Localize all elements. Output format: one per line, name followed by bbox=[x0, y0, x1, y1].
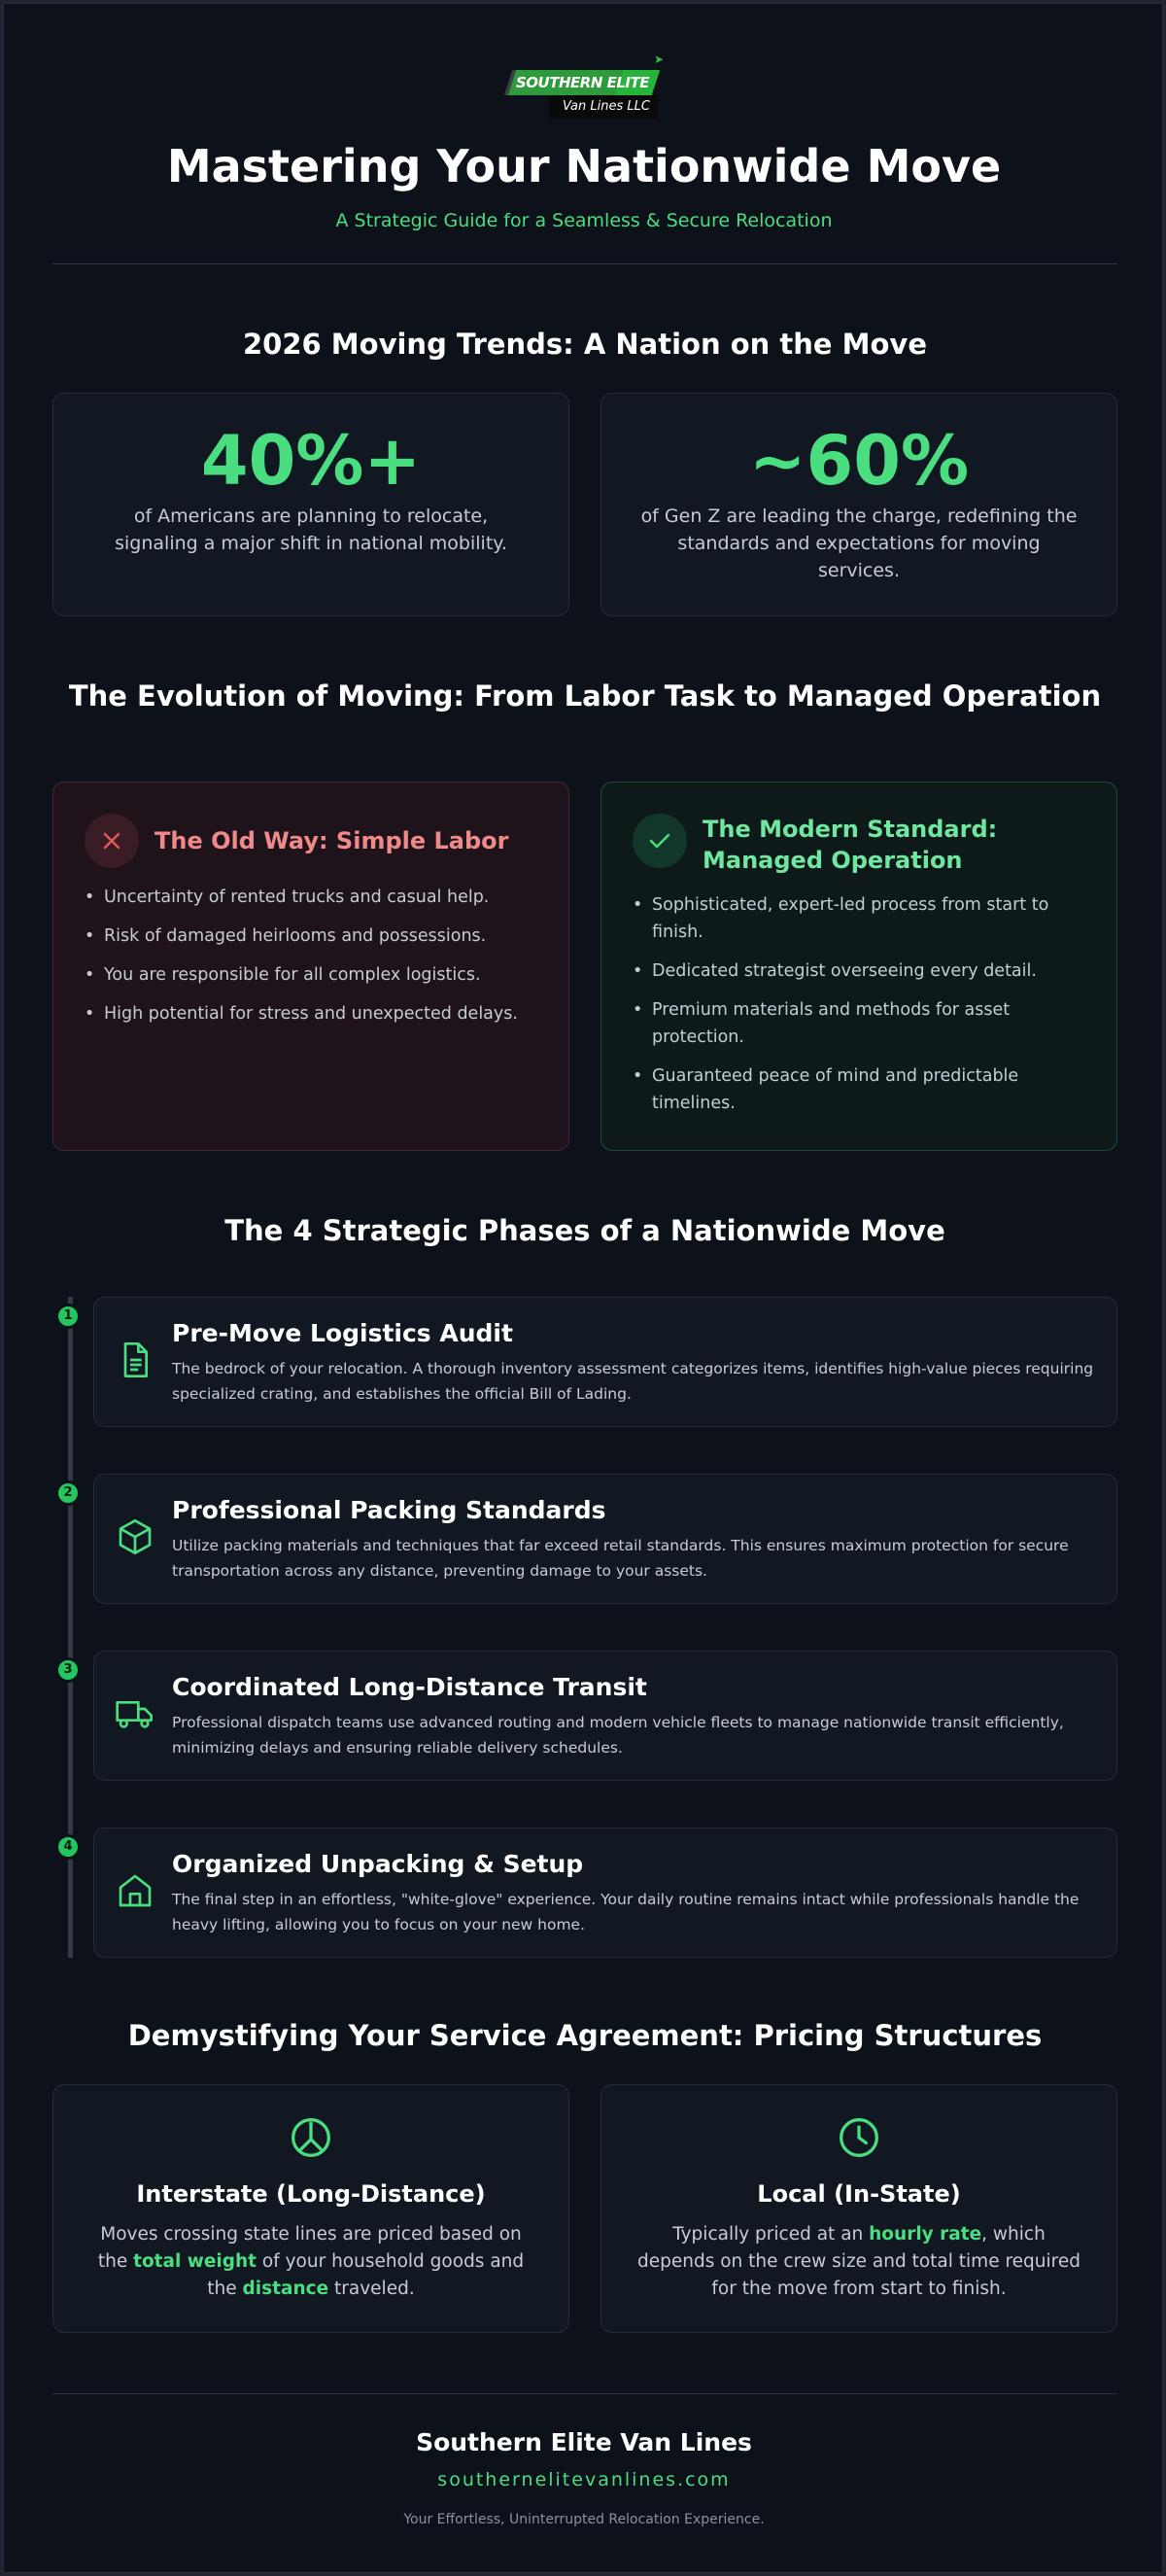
list-item: • Sophisticated, expert-led process from start to finish. bbox=[633, 891, 1089, 946]
phase-number: 3 bbox=[55, 1657, 81, 1683]
phase-title: Pre-Move Logistics Audit bbox=[172, 1319, 513, 1347]
footer-website-link[interactable]: southernelitevanlines.com bbox=[437, 2469, 731, 2490]
phase-number: 2 bbox=[55, 1480, 81, 1506]
phase-title: Professional Packing Standards bbox=[172, 1496, 606, 1524]
stat-value: ~60% bbox=[748, 421, 970, 501]
divider bbox=[52, 263, 1117, 264]
phase-card-packing bbox=[93, 1474, 1117, 1604]
list-item: • You are responsible for all complex logistics. bbox=[85, 961, 541, 989]
list-item: • High potential for stress and unexpected delays. bbox=[85, 1000, 541, 1027]
arrow-icon: ➤ bbox=[654, 52, 665, 66]
phase-card-unpacking bbox=[93, 1828, 1117, 1958]
highlight-weight: total weight bbox=[133, 2251, 257, 2272]
phase-number: 1 bbox=[55, 1304, 81, 1329]
highlight-hourly-rate: hourly rate bbox=[869, 2224, 982, 2245]
list-item: • Risk of damaged heirlooms and possessions. bbox=[85, 922, 541, 950]
footer-tagline: Your Effortless, Uninterrupted Relocation Experience. bbox=[403, 2512, 765, 2527]
local-title: Local (In-State) bbox=[757, 2180, 961, 2208]
document-icon bbox=[116, 1340, 154, 1379]
modern-standard-list bbox=[633, 891, 1089, 1129]
interstate-title: Interstate (Long-Distance) bbox=[136, 2180, 486, 2208]
local-text: Typically priced at an hourly rate, which depends on the crew size and total time required for the move from start to finish. bbox=[637, 2224, 1080, 2299]
phase-number: 4 bbox=[55, 1834, 81, 1860]
phase-desc: The bedrock of your relocation. A thorough inventory assessment categorizes items, identifies high-value pieces requiring specialized crating, and establishes the official Bill of Lading. bbox=[172, 1360, 1094, 1403]
scale-icon bbox=[290, 2116, 332, 2159]
stat-text: of Gen Z are leading the charge, redefining the standards and expectations for moving services. bbox=[640, 505, 1078, 581]
modern-standard-title: The Modern Standard: Managed Operation bbox=[703, 816, 998, 874]
local-card bbox=[600, 2084, 1117, 2333]
x-icon bbox=[85, 814, 139, 868]
footer-divider bbox=[52, 2393, 1117, 2394]
stat-text: of Americans are planning to relocate, signaling a major shift in national mobility. bbox=[115, 505, 507, 554]
list-item: • Guaranteed peace of mind and predictable timelines. bbox=[633, 1062, 1089, 1117]
old-way-card bbox=[52, 782, 569, 1151]
stat-card-genz bbox=[600, 393, 1117, 616]
interstate-card bbox=[52, 2084, 569, 2333]
logo-top-text: SOUTHERN ELITE bbox=[516, 74, 649, 91]
list-item: • Premium materials and methods for asset protection. bbox=[633, 996, 1089, 1051]
old-way-list bbox=[85, 884, 541, 1039]
interstate-text: Moves crossing state lines are priced based on the total weight of your household goods and the distance traveled. bbox=[97, 2224, 525, 2299]
footer-company-name: Southern Elite Van Lines bbox=[416, 2428, 752, 2456]
phases-title: The 4 Strategic Phases of a Nationwide Move bbox=[224, 1214, 945, 1247]
stat-card-americans bbox=[52, 393, 569, 616]
phase-card-audit bbox=[93, 1297, 1117, 1427]
page-subtitle: A Strategic Guide for a Seamless & Secure Relocation bbox=[335, 210, 833, 231]
phase-title: Coordinated Long-Distance Transit bbox=[172, 1673, 647, 1701]
pricing-title: Demystifying Your Service Agreement: Pricing Structures bbox=[127, 2019, 1043, 2052]
clock-icon bbox=[838, 2116, 880, 2159]
page bbox=[3, 3, 1163, 2573]
list-item: • Uncertainty of rented trucks and casual help. bbox=[85, 884, 541, 911]
phase-card-transit bbox=[93, 1651, 1117, 1781]
phase-desc: Utilize packing materials and techniques that far exceed retail standards. This ensures maximum protection for secure transportation across any distance, preventing damage to your assets. bbox=[172, 1537, 1069, 1580]
home-icon bbox=[116, 1871, 154, 1910]
evolution-title: The Evolution of Moving: From Labor Task to Managed Operation bbox=[68, 679, 1102, 713]
box-icon bbox=[116, 1517, 154, 1556]
truck-icon bbox=[116, 1694, 154, 1733]
company-logo bbox=[504, 51, 669, 124]
list-item: • Dedicated strategist overseeing every detail. bbox=[633, 957, 1089, 985]
phase-title: Organized Unpacking & Setup bbox=[172, 1850, 584, 1878]
highlight-distance: distance bbox=[242, 2279, 329, 2299]
trends-title: 2026 Moving Trends: A Nation on the Move bbox=[242, 328, 927, 361]
old-way-title: The Old Way: Simple Labor bbox=[154, 827, 509, 854]
phase-desc: The final step in an effortless, "white-glove" experience. Your daily routine remains intact while professionals handle the heavy lifting, allowing you to focus on your new home. bbox=[172, 1891, 1080, 1933]
phase-desc: Professional dispatch teams use advanced routing and modern vehicle fleets to manage nationwide transit efficiently, minimizing delays and ensuring reliable delivery schedules. bbox=[172, 1714, 1064, 1757]
modern-standard-card bbox=[600, 782, 1117, 1151]
logo-sub-text: Van Lines LLC bbox=[563, 99, 650, 114]
stat-value: 40%+ bbox=[200, 421, 422, 501]
page-title: Mastering Your Nationwide Move bbox=[166, 140, 1002, 192]
check-icon bbox=[633, 814, 687, 868]
